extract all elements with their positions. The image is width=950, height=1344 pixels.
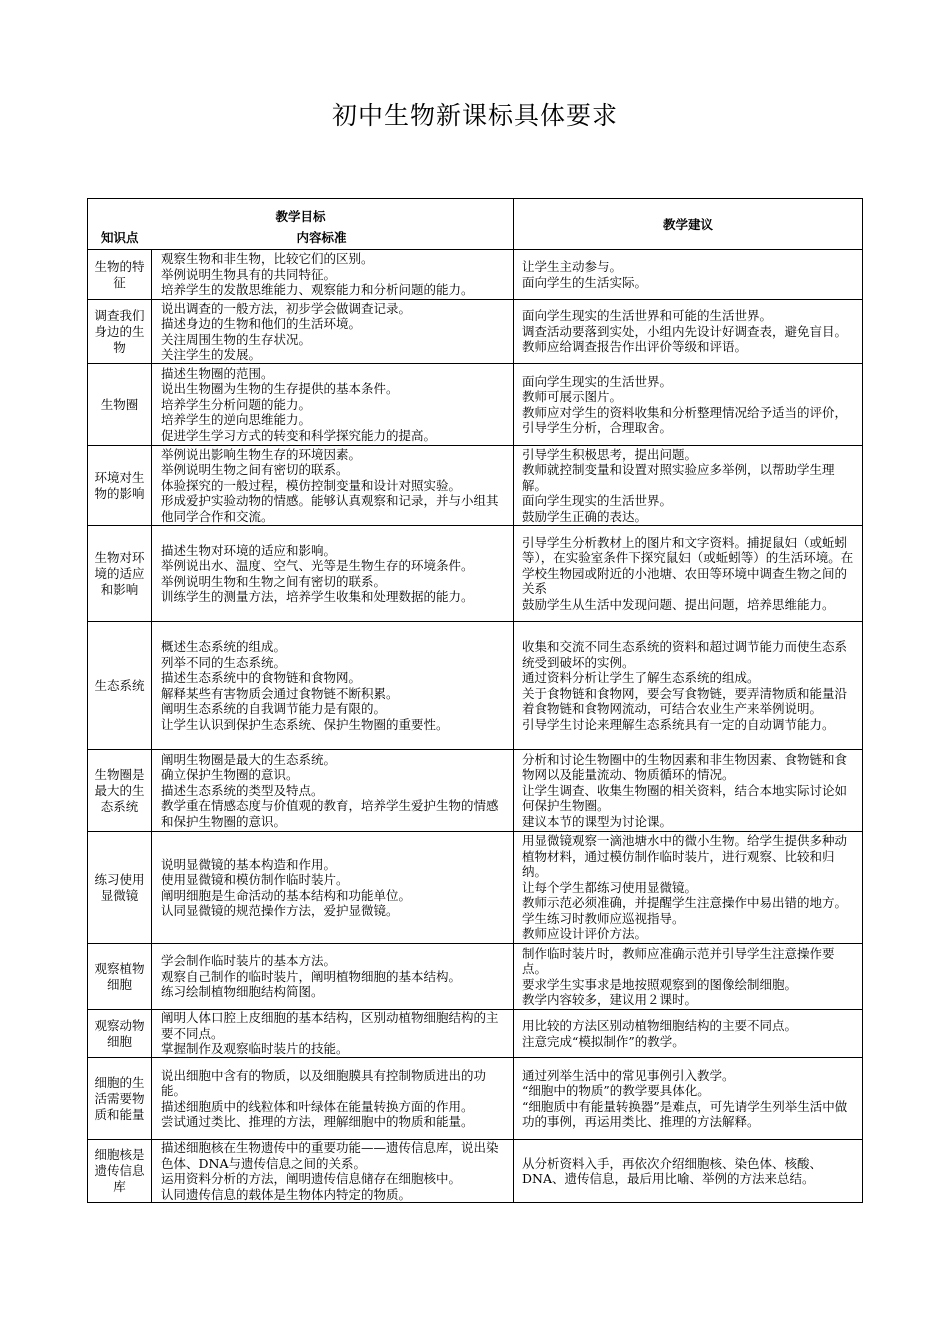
- suggestion-line: 用显微镜观察一滴池塘水中的微小生物。给学生提供多种动植物材料，通过模仿制作临时装片，进行观察、比较和归纳。: [522, 833, 848, 880]
- content-line: 描述生态系统中的食物链和食物网。: [161, 670, 362, 685]
- content-line: 描述生态系统的类型及特点。: [161, 782, 324, 798]
- content-line: 描述生物对环境的适应和影响。: [161, 542, 337, 558]
- content-standard-cell: [152, 446, 514, 526]
- content-line: 培养学生分析问题的能力。: [161, 396, 312, 412]
- suggestion-line: 教师应对学生的资料收集和分析整理情况给予适当的评价，引导学生分析，合理取舍。: [522, 404, 848, 435]
- suggestion-line: 建议本节的课型为讨论课。: [522, 813, 673, 829]
- suggestion-line: 鼓励学生正确的表达。: [522, 508, 648, 524]
- content-line: 阐明细胞是生命活动的基本结构和功能单位。: [161, 887, 412, 903]
- header-row-top: [88, 199, 863, 226]
- suggestion-cell: [514, 944, 863, 1010]
- content-line: 教学重在情感态度与价值观的教育，培养学生爱护生物的情感和保护生物圈的意识。: [161, 798, 499, 829]
- content-line: 关注学生的发展。: [161, 347, 262, 362]
- knowledge-point-cell: 生物圈: [88, 364, 152, 446]
- content-line: 训练学生的测量方法，培养学生收集和处理数据的能力。: [161, 589, 474, 604]
- content-standard-header: 内容标准: [152, 225, 514, 250]
- table-row: [88, 1010, 863, 1058]
- content-line: 关注周围生物的生存状况。: [161, 331, 312, 347]
- content-line: 举例说明生物之间有密切的联系。: [161, 462, 349, 478]
- content-line: 认同显微镜的规范操作方法，爱护显微镜。: [161, 903, 399, 918]
- suggestion-line: 引导学生积极思考，提出问题。: [522, 446, 698, 462]
- content-standard-cell: [152, 526, 514, 622]
- suggestion-cell: [514, 1010, 863, 1058]
- content-line: 举例说出影响生物生存的环境因素。: [161, 446, 362, 462]
- knowledge-point-cell: 调查我们身边的生物: [88, 300, 152, 364]
- content-line: 培养学生的逆向思维能力。: [161, 412, 312, 428]
- knowledge-point-cell: 细胞核是遗传信息库: [88, 1140, 152, 1203]
- suggestion-line: 调查活动要落到实处，小组内先设计好调查表，避免盲目。: [522, 323, 848, 339]
- content-standard-cell: [152, 944, 514, 1010]
- content-line: 练习绘制植物细胞结构简图。: [161, 984, 324, 1000]
- suggestion-line: 要求学生实事求是地按照观察到的图像绘制细胞。: [522, 976, 798, 992]
- table-row: [88, 1058, 863, 1140]
- content-standard-cell: [152, 1010, 514, 1058]
- content-line: 体验探究的一般过程，模仿控制变量和设计对照实验。: [161, 477, 462, 493]
- content-line: 确立保护生物圈的意识。: [161, 767, 299, 783]
- knowledge-point-cell: 生态系统: [88, 622, 152, 750]
- content-line: 培养学生的发散思维能力、观察能力和分析问题的能力。: [161, 282, 474, 298]
- content-standard-cell: [152, 750, 514, 832]
- content-line: 描述身边的生物和他们的生活环境。: [161, 316, 362, 331]
- suggestion-line: 教师示范必须准确，并提醒学生注意操作中易出错的地方。学生练习时教师应巡视指导。: [522, 895, 848, 926]
- suggestion-line: 关于食物链和食物网，要会写食物链，要弄清物质和能量沿着食物链和食物网流动，可结合农业生产来举例说明。: [522, 685, 848, 716]
- suggestion-line: 通过资料分析让学生了解生态系统的组成。: [522, 670, 760, 685]
- content-standard-cell: [152, 250, 514, 300]
- content-line: 描述生物圈的范围。: [161, 365, 274, 381]
- knowledge-point-cell: 生物圈是最大的生态系统: [88, 750, 152, 832]
- suggestion-cell: [514, 364, 863, 446]
- suggestion-line: 用比较的方法区别动植物细胞结构的主要不同点。: [522, 1018, 798, 1033]
- content-line: 描述细胞核在生物遗传中的重要功能——遗传信息库，说出染色体、DNA与遗传信息之间的关系。: [161, 1140, 499, 1171]
- content-standard-cell: [152, 832, 514, 944]
- suggestion-cell: [514, 250, 863, 300]
- content-line: 阐明生物圈是最大的生态系统。: [161, 751, 337, 767]
- suggestion-cell: [514, 1140, 863, 1203]
- table-row: [88, 944, 863, 1010]
- suggestion-line: 分析和讨论生物圈中的生物因素和非生物因素、食物链和食物网以及能量流动、物质循环的情况。: [522, 751, 848, 783]
- table-row: [88, 622, 863, 750]
- knowledge-point-cell: 生物对环境的适应和影响: [88, 526, 152, 622]
- knowledge-point-cell: 环境对生物的影响: [88, 446, 152, 526]
- table-row: [88, 750, 863, 832]
- suggestion-cell: [514, 446, 863, 526]
- knowledge-point-cell: 生物的特征: [88, 250, 152, 300]
- content-line: 阐明人体口腔上皮细胞的基本结构，区别动植物细胞结构的主要不同点。: [161, 1010, 499, 1041]
- suggestion-line: 让学生调查、收集生物圈的相关资料，结合本地实际讨论如何保护生物圈。: [522, 782, 848, 814]
- suggestion-line: 引导学生分析教材上的图片和文字资料。捕捉鼠妇（或蚯蚓等），在实验室条件下探究鼠妇（或蚯蚓等）的生活环境。在学校生物园或附近的小池塘、农田等环境中调查生物之间的关系: [522, 534, 854, 597]
- content-line: 观察自己制作的临时装片，阐明植物细胞的基本结构。: [161, 968, 462, 984]
- suggestion-line: 面向学生的生活实际。: [522, 274, 648, 290]
- content-line: 说出调查的一般方法，初步学会做调查记录。: [161, 300, 412, 316]
- content-standard-cell: [152, 1058, 514, 1140]
- table-row: [88, 446, 863, 526]
- suggestion-cell: [514, 750, 863, 832]
- knowledge-point-cell: 练习使用显微镜: [88, 832, 152, 944]
- suggestion-line: 收集和交流不同生态系统的资料和超过调节能力而使生态系统受到破坏的实例。: [522, 639, 848, 670]
- table-row: [88, 832, 863, 944]
- goal-header: 教学目标: [88, 199, 514, 226]
- suggestion-line: 从分析资料入手，再依次介绍细胞核、染色体、核酸、DNA、遗传信息，最后用比喻、举例的方法来总结。: [522, 1155, 823, 1186]
- content-line: 解释某些有害物质会通过食物链不断积累。: [161, 685, 399, 701]
- knowledge-point-cell: 观察植物细胞: [88, 944, 152, 1010]
- suggestion-line: 教师应给调查报告作出评价等级和评语。: [522, 339, 748, 355]
- content-standard-cell: [152, 364, 514, 446]
- content-line: 学会制作临时装片的基本方法。: [161, 953, 337, 969]
- knowledge-point-cell: 观察动物细胞: [88, 1010, 152, 1058]
- knowledge-point-header: 知识点: [88, 225, 152, 250]
- suggestion-line: “细胞中的物质”的教学要具体化。: [522, 1083, 710, 1098]
- content-line: 尝试通过类比、推理的方法，理解细胞中的物质和能量。: [161, 1114, 474, 1129]
- content-line: 举例说明生物具有的共同特征。: [161, 266, 337, 282]
- content-line: 促进学生学习方式的转变和科学探究能力的提高。: [161, 427, 437, 443]
- suggestion-line: 教学内容较多，建议用２课时。: [522, 992, 698, 1007]
- content-line: 阐明生态系统的自我调节能力是有限的。: [161, 701, 387, 716]
- suggestion-header: 教学建议: [514, 199, 863, 250]
- suggestion-line: “细胞质中有能量转换器”是难点，可先请学生列举生活中做功的事例，再运用类比、推理的方法解释。: [522, 1098, 848, 1129]
- suggestion-line: 面向学生现实的生活世界。: [522, 493, 673, 509]
- curriculum-table: [87, 198, 863, 1203]
- suggestion-cell: [514, 1058, 863, 1140]
- content-line: 举例说出水、温度、空气、光等是生物生存的环境条件。: [161, 558, 474, 573]
- content-line: 描述细胞质中的线粒体和叶绿体在能量转换方面的作用。: [161, 1098, 474, 1114]
- suggestion-line: 引导学生讨论来理解生态系统具有一定的自动调节能力。: [522, 716, 835, 732]
- content-line: 说明显微镜的基本构造和作用。: [161, 856, 337, 872]
- content-line: 运用资料分析的方法，阐明遗传信息储存在细胞核中。: [161, 1171, 462, 1186]
- suggestion-cell: [514, 622, 863, 750]
- suggestion-line: 注意完成“模拟制作”的教学。: [522, 1033, 685, 1049]
- suggestion-line: 教师就控制变量和设置对照实验应多举例，以帮助学生理解。: [522, 462, 835, 493]
- suggestion-line: 让每个学生都练习使用显微镜。: [522, 879, 698, 895]
- suggestion-cell: [514, 300, 863, 364]
- suggestion-line: 教师应设计评价方法。: [522, 926, 648, 942]
- content-line: 形成爱护实验动物的情感。能够认真观察和记录，并与小组其他同学合作和交流。: [161, 493, 499, 524]
- suggestion-line: 面向学生现实的生活世界和可能的生活世界。: [522, 308, 773, 324]
- table-row: [88, 364, 863, 446]
- knowledge-point-cell: 细胞的生活需要物质和能量: [88, 1058, 152, 1140]
- content-line: 概述生态系统的组成。: [161, 639, 287, 654]
- content-line: 观察生物和非生物，比较它们的区别。: [161, 251, 374, 267]
- content-line: 列举不同的生态系统。: [161, 654, 287, 670]
- suggestion-line: 鼓励学生从生活中发现问题、提出问题，培养思维能力。: [522, 596, 835, 612]
- suggestion-line: 让学生主动参与。: [522, 259, 623, 274]
- content-standard-cell: [152, 622, 514, 750]
- suggestion-line: 通过列举生活中的常见事例引入教学。: [522, 1067, 735, 1083]
- suggestion-line: 制作临时装片时，教师应准确示范并引导学生注意操作要点。: [522, 945, 835, 976]
- table-row: [88, 300, 863, 364]
- suggestion-cell: [514, 832, 863, 944]
- content-line: 让学生认识到保护生态系统、保护生物圈的重要性。: [161, 716, 449, 732]
- content-standard-cell: [152, 1140, 514, 1203]
- content-line: 掌握制作及观察临时装片的技能。: [161, 1041, 349, 1057]
- content-line: 举例说明生物和生物之间有密切的联系。: [161, 573, 387, 589]
- content-line: 说出细胞中含有的物质，以及细胞膜具有控制物质进出的功能。: [161, 1067, 487, 1098]
- suggestion-line: 教师可展示图片。: [522, 389, 623, 404]
- content-line: 认同遗传信息的载体是生物体内特定的物质。: [161, 1186, 412, 1202]
- table-row: [88, 526, 863, 622]
- content-standard-cell: [152, 300, 514, 364]
- content-line: 使用显微镜和模仿制作临时装片。: [161, 872, 349, 887]
- table-row: [88, 250, 863, 300]
- page-title: 初中生物新课标具体要求: [331, 101, 618, 130]
- suggestion-line: 面向学生现实的生活世界。: [522, 373, 673, 389]
- table-row: [88, 1140, 863, 1203]
- suggestion-cell: [514, 526, 863, 622]
- content-line: 说出生物圈为生物的生存提供的基本条件。: [161, 381, 399, 397]
